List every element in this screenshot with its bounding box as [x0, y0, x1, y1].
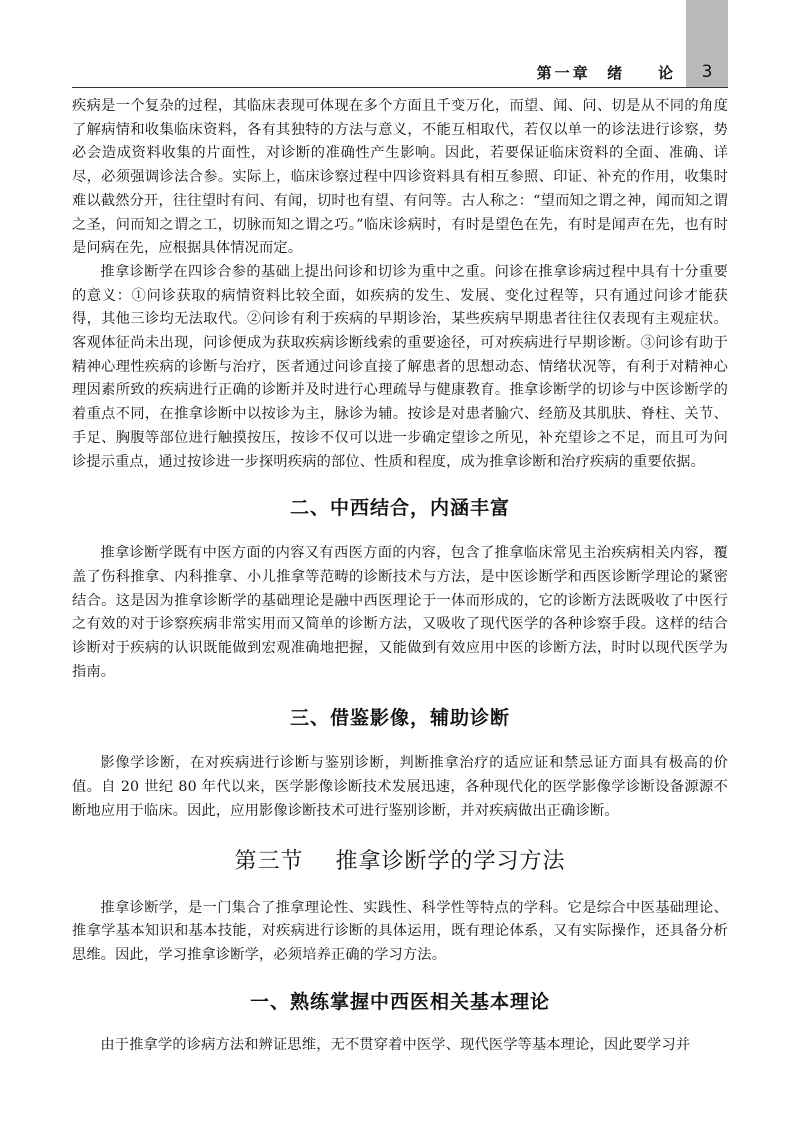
paragraph-3: 推拿诊断学既有中医方面的内容又有西医方面的内容，包含了推拿临床常见主治疾病相关内容，覆盖了伤科推拿、内科推拿、小儿推拿等范畴的诊断技术与方法，是中医诊断学和西医诊断学理论的紧密结合。这是因为推拿诊断学的基础理论是融中西医理论于一体而形成的，它的诊断方法既吸收了中医行之有效的对于诊察疾病非常实用而又简单的诊断方法，又吸收了现代医学的各种诊察手段。这样的结合诊断对于疾病的认识既能做到宏观准确地把握，又能做到有效应用中医的诊断方法，时时以现代医学为指南。	[72, 545, 728, 680]
paragraph-6: 由于推拿学的诊病方法和辨证思维，无不贯穿着中医学、现代医学等基本理论，因此要学习并	[100, 1036, 691, 1053]
paragraph-4: 影像学诊断，在对疾病进行诊断与鉴别诊断，判断推拿治疗的适应证和禁忌证方面具有极高的价值。自 20 世纪 80 年代以来，医学影像诊断技术发展迅速，各种现代化的医学影像学诊断设备源源不断地应用于临床。因此，应用影像诊断技术可进行鉴别诊断，并对疾病做出正确诊断。	[72, 755, 728, 819]
paragraph-2: 推拿诊断学在四诊合参的基础上提出问诊和切诊为重中之重。问诊在推拿诊病过程中具有十分重要的意义：①问诊获取的病情资料比较全面，如疾病的发生、发展、变化过程等，只有通过问诊才能获得，其他三诊均无法取代。②问诊有利于疾病的早期诊治，某些疾病早期患者往往仅表现有主观症状。客观体征尚未出现，问诊便成为获取疾病诊断线索的重要途径，可对疾病进行早期诊断。③问诊有助于精神心理性疾病的诊断与治疗，医者通过问诊直接了解患者的思想动态、情绪状况等，有利于对精神心理因素所致的疾病进行正确的诊断并及时进行心理疏导与健康教育。推拿诊断学的切诊与中医诊断学的着重点不同，在推拿诊断中以按诊为主，脉诊为辅。按诊是对患者腧穴、经筋及其肌肤、脊柱、关节、手足、胸腹等部位进行触摸按压，按诊不仅可以进一步确定望诊之所见，补充望诊之不足，而且可为问诊提示重点，通过按诊进一步探明疾病的部位、性质和程度，成为推拿诊断和治疗疾病的重要依据。	[72, 263, 728, 470]
page-body	[72, 95, 728, 1057]
heading-two: 二、中西结合，内涵丰富	[289, 497, 510, 520]
heading-one: 一、熟练掌握中西医相关基本理论	[249, 990, 550, 1013]
page-header	[0, 62, 728, 84]
page-number: 3	[701, 62, 713, 82]
paragraph-5: 推拿诊断学，是一门集合了推拿理论性、实践性、科学性等特点的学科。它是综合中医基础理论、推拿学基本知识和基本技能，对疾病进行诊断的具体运用，既有理论体系，又有实际操作，还具备分析思维。因此，学习推拿诊断学，必须培养正确的学习方法。	[72, 899, 728, 963]
section-title: 第三节 推拿诊断学的学习方法	[234, 848, 566, 874]
chapter-title: 第一章 绪 论	[536, 64, 676, 82]
heading-three: 三、借鉴影像，辅助诊断	[289, 707, 510, 730]
paragraph-1: 疾病是一个复杂的过程，其临床表现可体现在多个方面且千变万化，而望、闻、问、切是从不同的角度了解病情和收集临床资料，各有其独特的方法与意义，不能互相取代，若仅以单一的诊法进行诊察，势必会造成资料收集的片面性，对诊断的准确性产生影响。因此，若要保证临床资料的全面、准确、详尽，必须强调诊法合参。实际上，临床诊察过程中四诊资料具有相互参照、印证、补充的作用，收集时难以截然分开，往往望时有问、有闻，切时也有望、有问等。古人称之：“望而知之谓之神，闻而知之谓之圣，问而知之谓之工，切脉而知之谓之巧。”临床诊病时，有时是望色在先，有时是闻声在先，也有时是问病在先，应根据具体情况而定。	[72, 98, 728, 257]
header-rule	[72, 87, 728, 88]
